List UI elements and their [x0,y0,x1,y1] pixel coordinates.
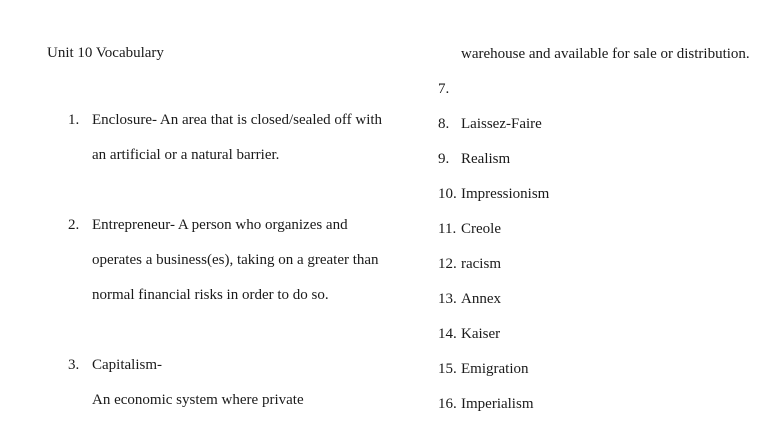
list-item [68,348,398,418]
list-item [438,107,778,142]
item-term: Kaiser [461,326,501,342]
item-term: Annex [461,291,501,307]
item-number: 12. [438,256,457,272]
item-term: racism [461,256,501,272]
item-number: 13. [438,291,457,307]
vocabulary-list [438,72,778,422]
list-item [438,282,778,317]
item-term: Realism [461,151,511,167]
document-title: Unit 10 Vocabulary [47,45,164,61]
item-number: 3. [68,357,80,373]
item-number: 11. [438,221,457,237]
item-definition: Enclosure- An area that is closed/sealed off with an artificial or a natural barrier. [92,112,383,163]
list-item [68,103,398,173]
list-item [438,387,778,422]
continued-definition: warehouse and available for sale or distribution. [461,46,750,62]
item-term: Emigration [461,361,529,377]
item-term: Impressionism [461,186,550,202]
item-number: 2. [68,217,80,233]
list-item [68,208,398,313]
list-item [438,72,778,107]
item-term: Imperialism [461,396,534,412]
item-number: 14. [438,326,457,342]
item-number: 15. [438,361,457,377]
right-column [438,37,778,422]
left-column [68,103,398,441]
item-number: 10. [438,186,457,202]
item-number: 7. [438,81,450,97]
item-definition: Entrepreneur- A person who organizes and operates a business(es), taking on a greater than normal financial risks in order to do so. [92,217,379,303]
item-number: 1. [68,112,80,128]
list-item [438,142,778,177]
list-item [438,212,778,247]
item-number: 8. [438,116,450,132]
list-item [438,317,778,352]
list-item [438,352,778,387]
list-item [438,177,778,212]
item-definition: An economic system where private [92,392,304,408]
item-number: 9. [438,151,450,167]
item-term: Capitalism- [92,357,162,373]
list-item [438,247,778,282]
item-term: Laissez-Faire [461,116,542,132]
item-term [461,81,465,97]
item-number: 16. [438,396,457,412]
item-term: Creole [461,221,501,237]
